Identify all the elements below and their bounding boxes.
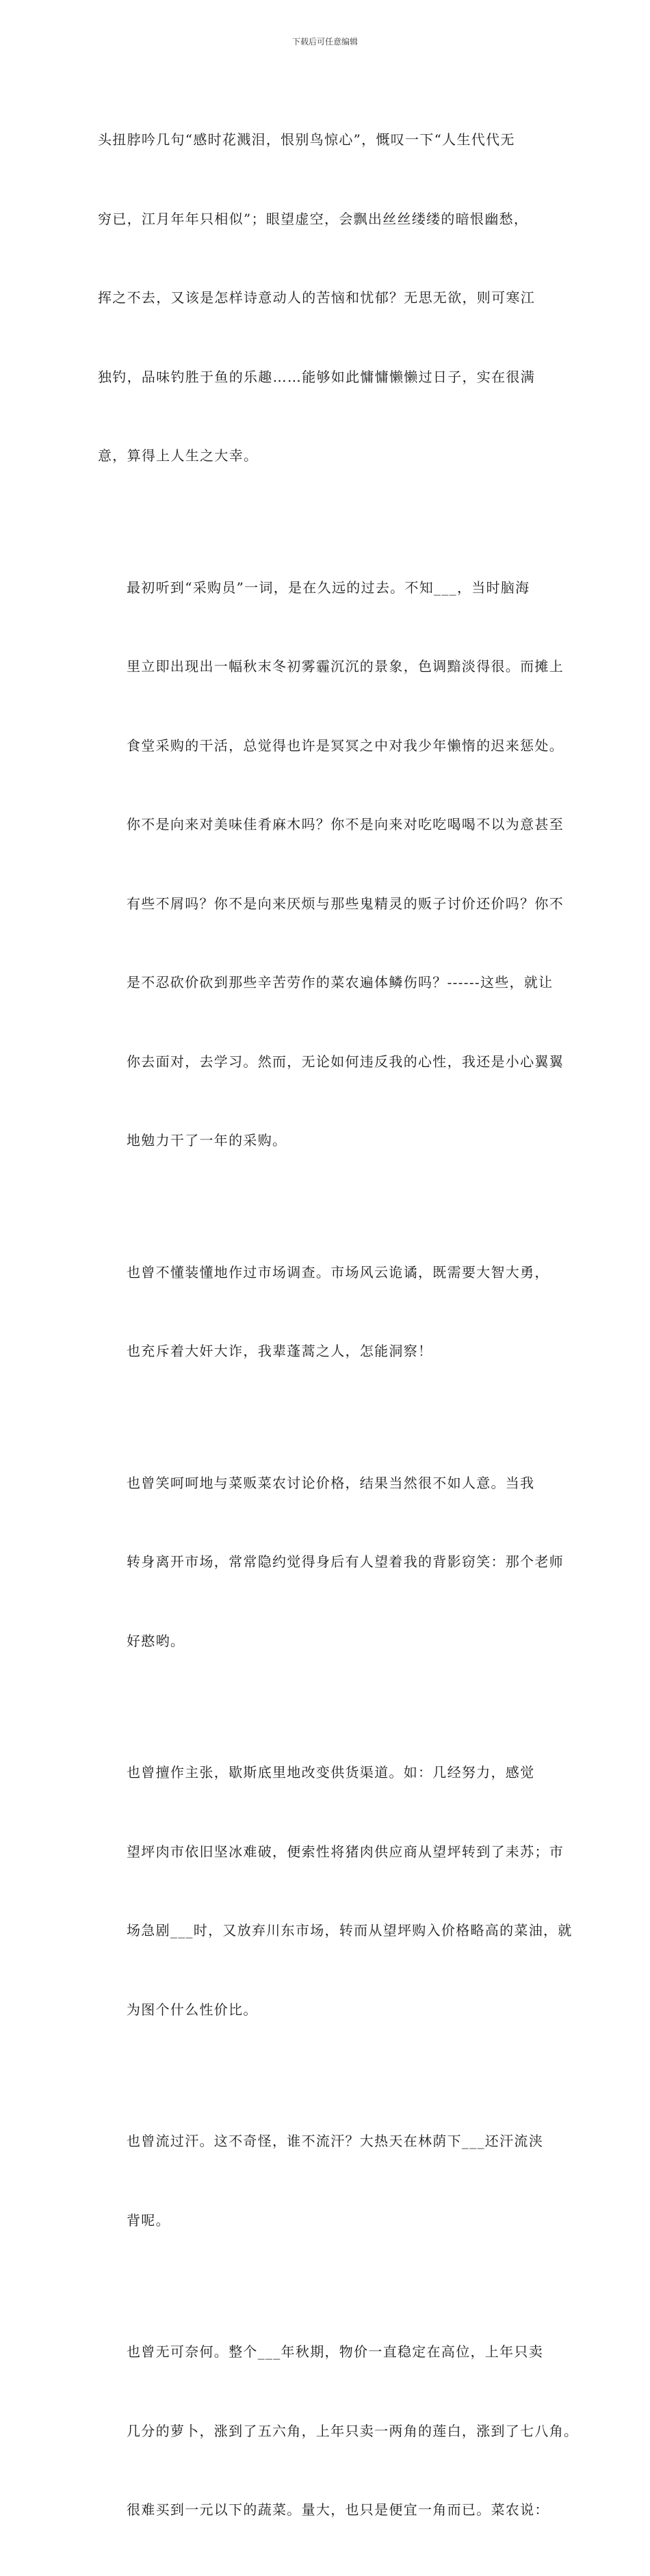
text-line: 很难买到一元以下的蔬菜。量大，也只是便宜一角而已。菜农说： — [127, 2501, 549, 2518]
text-line: 意，算得上人生之大幸。 — [98, 447, 259, 464]
page-header: 下载后可任意编辑 — [291, 37, 358, 47]
text-line: 好憨哟。 — [127, 1632, 185, 1649]
paragraph — [98, 2075, 554, 2286]
text-line: 转身离开市场，常常隐约觉得身后有人望着我的背影窃笑：那个老师 — [127, 1553, 564, 1570]
text-line: 独钓，品味钓胜于鱼的乐趣……能够如此慵慵懒懒过日子，实在很满 — [98, 368, 535, 385]
text-line: 地勉力干了一年的采购。 — [127, 1132, 287, 1148]
text-line: 也曾流过汗。这不奇怪，谁不流汗？大热天在林荫下___还汗流浃 — [127, 2133, 543, 2149]
text-line: 食堂采购的干活，总觉得也许是冥冥之中对我少年懒惰的迟来惩处。 — [127, 737, 564, 754]
text-line: 你去面对，去学习。然而，无论如何违反我的心性，我还是小心翼翼 — [127, 1053, 564, 1070]
document-body — [98, 74, 579, 2576]
text-line: 也曾不懂装懂地作过市场调查。市场风云诡谲，既需要大智大勇， — [127, 1263, 549, 1280]
text-line: 也曾笑呵呵地与菜贩菜农讨论价格，结果当然很不如人意。当我 — [127, 1474, 535, 1491]
paragraph — [98, 2286, 579, 2576]
paragraph — [98, 522, 564, 1207]
text-line: 也曾擅作主张，歇斯底里地改变供货渠道。如：几经努力，感觉 — [127, 1764, 535, 1780]
text-line: 最初听到“采购员”一词，是在久远的过去。不知___，当时脑海 — [127, 579, 530, 596]
text-line: 头扭脖吟几句“感时花溅泪，恨别鸟惊心”，慨叹一下“人生代代无 — [98, 131, 515, 148]
text-line: 你不是向来对美味佳肴麻木吗？你不是向来对吃吃喝喝不以为意甚至 — [127, 816, 564, 832]
text-line: 是不忍砍价砍到那些辛苦劳作的菜农遍体鳞伤吗？------这些，就让 — [127, 974, 554, 990]
text-line: 穷已，江月年年只相似”；眼望虚空，会飘出丝丝缕缕的暗恨幽愁， — [98, 210, 529, 227]
paragraph — [98, 1207, 554, 1417]
text-line: 有些不屑吗？你不是向来厌烦与那些鬼精灵的贩子讨价还价吗？你不 — [127, 895, 564, 912]
text-line: 场急剧___时，又放弃川东市场，转而从望坪购入价格略高的菜油，就 — [127, 1922, 573, 1938]
paragraph — [98, 74, 554, 522]
text-line: 为图个什么性价比。 — [127, 2001, 258, 2018]
text-line: 背呢。 — [127, 2211, 170, 2229]
paragraph — [98, 1707, 573, 2075]
text-line: 望坪肉市依旧坚冰难破，便索性将猪肉供应商从望坪转到了耒苏；市 — [127, 1843, 564, 1860]
text-line: 几分的萝卜，涨到了五六角，上年只卖一两角的莲白，涨到了七八角。 — [127, 2422, 579, 2439]
text-line: 里立即出现出一幅秋末冬初雾霾沉沉的景象，色调黯淡得很。而摊上 — [127, 658, 564, 674]
text-line: 挥之不去，又该是怎样诗意动人的苦恼和忧郁？无思无欲，则可寒江 — [98, 289, 535, 306]
text-line: 也曾无可奈何。整个___年秋期，物价一直稳定在高位，上年只卖 — [127, 2343, 543, 2360]
paragraph — [98, 1417, 564, 1707]
text-line: 也充斥着大奸大诈，我辈蓬蒿之人，怎能洞察！ — [127, 1343, 433, 1359]
